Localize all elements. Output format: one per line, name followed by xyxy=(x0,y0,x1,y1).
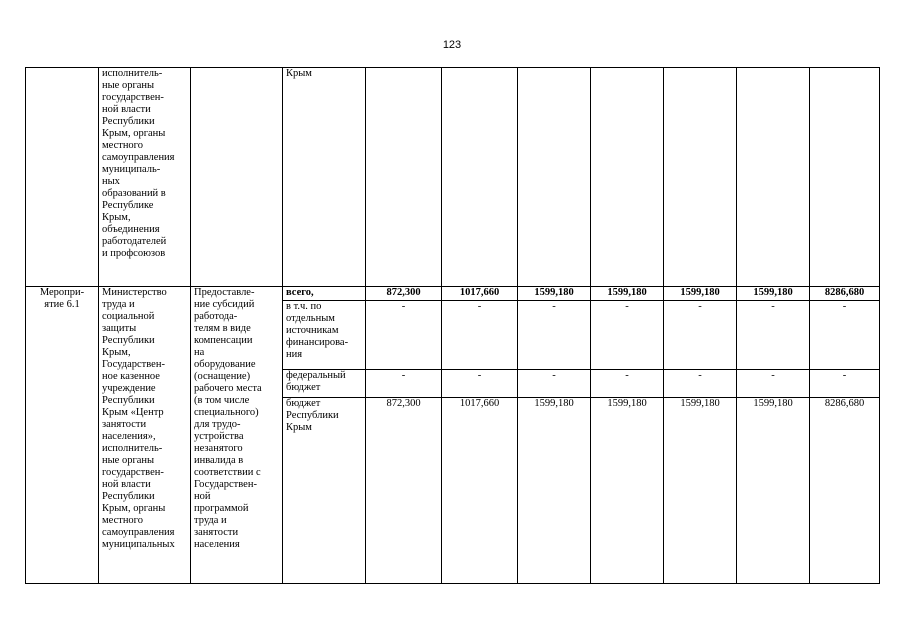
funding-source-cell: Крым xyxy=(283,68,366,287)
value-cell: - xyxy=(442,301,518,370)
value-cell: - xyxy=(442,370,518,398)
value-cell: - xyxy=(518,301,591,370)
page-number: 123 xyxy=(442,39,462,51)
executor-cell: Министерство труда и социальной защиты Республики Крым, Государствен- ное казенное учреждение Республики Крым «Центр занятости населения», исполнитель- ные органы государствен- ной власти Республики Крым, органы местного самоуправления муниципальных xyxy=(99,287,191,584)
value-cell xyxy=(737,68,810,287)
value-cell xyxy=(664,68,737,287)
value-cell: 1599,180 xyxy=(664,287,737,301)
value-cell xyxy=(810,68,880,287)
value-cell: - xyxy=(810,301,880,370)
value-cell: 1017,660 xyxy=(442,398,518,584)
value-cell: 1599,180 xyxy=(737,398,810,584)
measure-name-cell: Меропри- ятие 6.1 xyxy=(26,287,99,584)
value-cell: 1599,180 xyxy=(591,287,664,301)
value-cell xyxy=(591,68,664,287)
value-cell: 1599,180 xyxy=(518,398,591,584)
value-cell: - xyxy=(366,370,442,398)
value-cell: 872,300 xyxy=(366,287,442,301)
value-cell: 872,300 xyxy=(366,398,442,584)
value-cell: 1017,660 xyxy=(442,287,518,301)
description-cell xyxy=(191,68,283,287)
table-row xyxy=(26,68,880,287)
table-row xyxy=(26,287,880,301)
funding-source-cell: всего, xyxy=(283,287,366,301)
funding-source-cell: бюджет Республики Крым xyxy=(283,398,366,584)
value-cell: 1599,180 xyxy=(664,398,737,584)
value-cell: - xyxy=(518,370,591,398)
funding-source-cell: в т.ч. по отдельным источникам финансирова- ния xyxy=(283,301,366,370)
value-cell: 8286,680 xyxy=(810,287,880,301)
value-cell xyxy=(518,68,591,287)
executor-cell: исполнитель- ные органы государствен- ной власти Республики Крым, органы местного самоуправления муниципаль- ных образований в Республике Крым, объединения работодателей и профсоюзов xyxy=(99,68,191,287)
description-cell: Предоставле- ние субсидий работода- телям в виде компенсации на оборудование (оснащение) рабочего места (в том числе специального) для трудо- устройства незанятого инвалида в соответствии с Государствен- ной программой труда и занятости населения xyxy=(191,287,283,584)
measure-name-cell xyxy=(26,68,99,287)
value-cell: 8286,680 xyxy=(810,398,880,584)
value-cell xyxy=(366,68,442,287)
value-cell: - xyxy=(737,370,810,398)
value-cell: - xyxy=(366,301,442,370)
value-cell: - xyxy=(810,370,880,398)
value-cell: - xyxy=(664,370,737,398)
value-cell: 1599,180 xyxy=(591,398,664,584)
value-cell: - xyxy=(737,301,810,370)
value-cell xyxy=(442,68,518,287)
value-cell: 1599,180 xyxy=(518,287,591,301)
value-cell: - xyxy=(591,370,664,398)
funding-source-cell: федеральный бюджет xyxy=(283,370,366,398)
financing-table xyxy=(25,67,880,584)
value-cell: - xyxy=(591,301,664,370)
value-cell: - xyxy=(664,301,737,370)
value-cell: 1599,180 xyxy=(737,287,810,301)
